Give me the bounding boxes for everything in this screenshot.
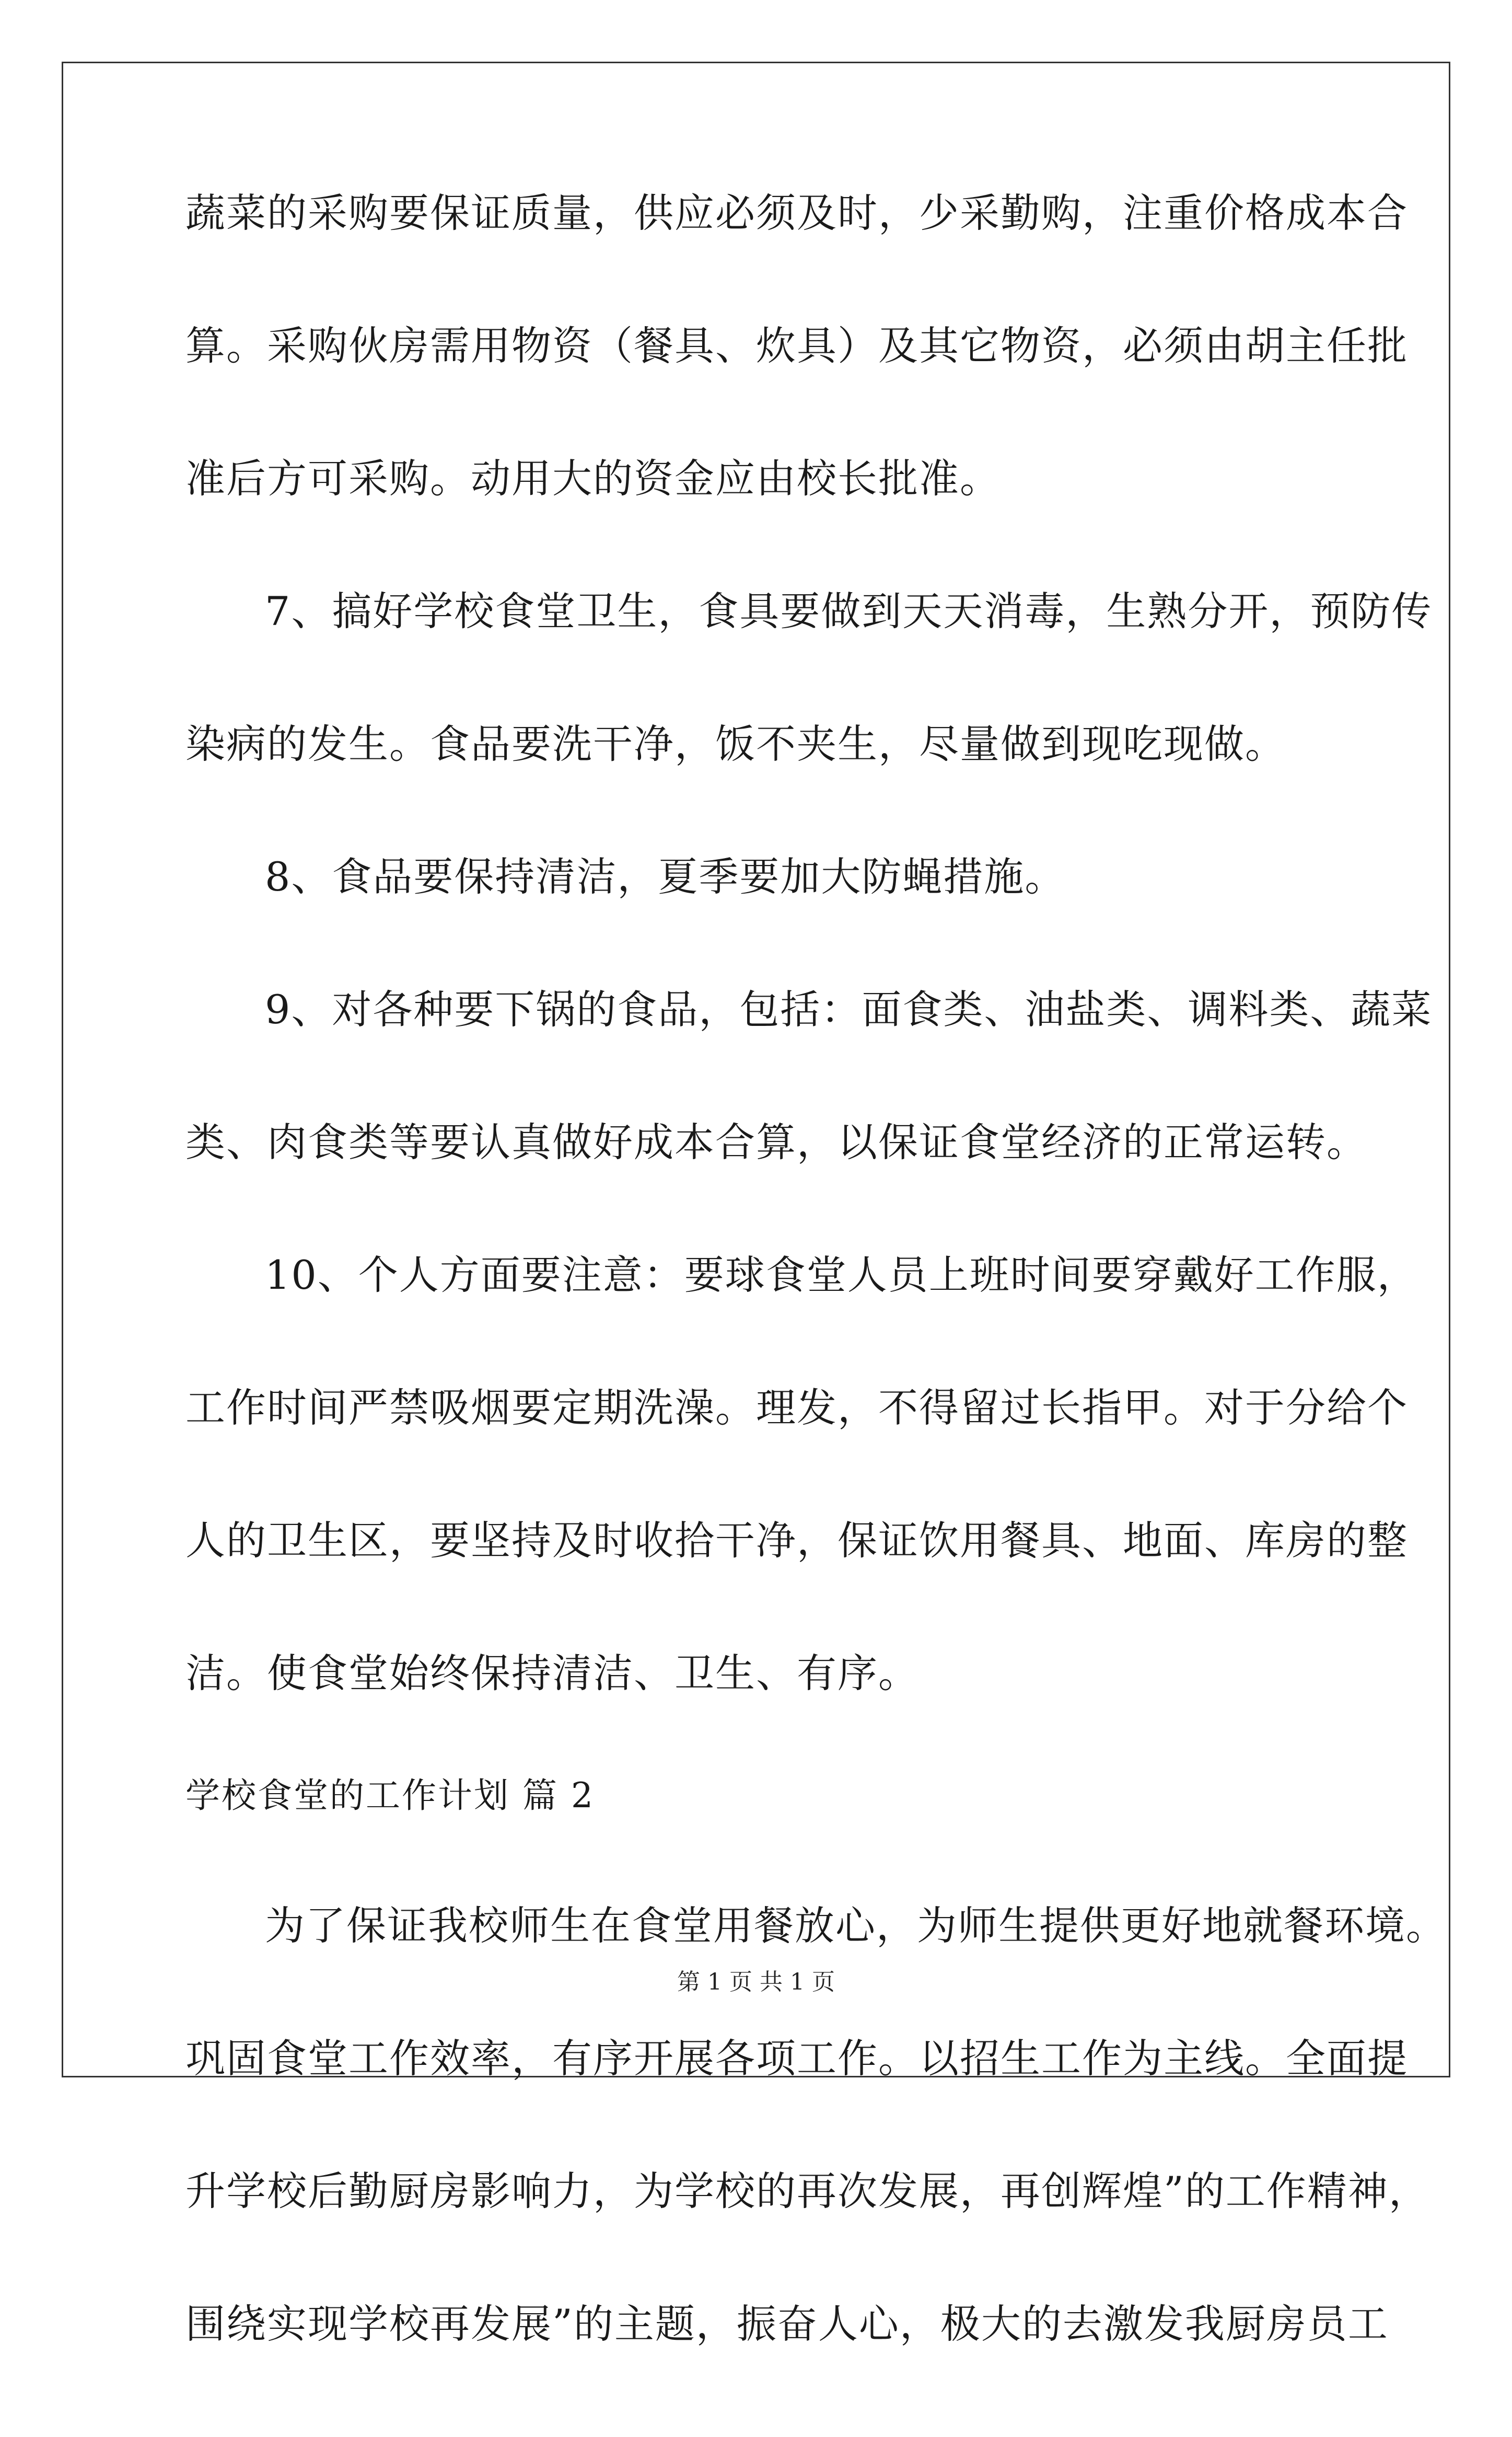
paragraph-line: 人的卫生区，要坚持及时收拾干净，保证饮用餐具、地面、库房的整 bbox=[185, 1517, 1408, 1564]
paragraph-line: 工作时间严禁吸烟要定期洗澡。理发，不得留过长指甲。对于分给个 bbox=[185, 1384, 1408, 1431]
paragraph-line: 洁。使食堂始终保持清洁、卫生、有序。 bbox=[185, 1650, 919, 1696]
paragraph-line: 10、个人方面要注意：要球食堂人员上班时间要穿戴好工作服， bbox=[265, 1252, 1418, 1298]
section-heading: 学校食堂的工作计划 篇 2 bbox=[185, 1775, 595, 1816]
paragraph-line: 围绕实现学校再发展”的主题，振奋人心，极大的去激发我厨房员工 bbox=[185, 2301, 1389, 2347]
paragraph-line: 染病的发生。食品要洗干净，饭不夹生，尽量做到现吃现做。 bbox=[185, 721, 1286, 767]
paragraph-line: 准后方可采购。动用大的资金应由校长批准。 bbox=[185, 455, 1001, 502]
paragraph-line: 9、对各种要下锅的食品，包括：面食类、油盐类、调料类、蔬菜 bbox=[265, 986, 1433, 1033]
paragraph-line: 7、搞好学校食堂卫生，食具要做到天天消毒，生熟分开，预防传 bbox=[265, 588, 1433, 634]
paragraph-line: 蔬菜的采购要保证质量，供应必须及时，少采勤购，注重价格成本合 bbox=[185, 190, 1408, 236]
paragraph-line: 8、食品要保持清洁，夏季要加大防蝇措施。 bbox=[265, 853, 1066, 900]
paragraph-line: 类、肉食类等要认真做好成本合算，以保证食堂经济的正常运转。 bbox=[185, 1119, 1367, 1165]
paragraph-line: 算。采购伙房需用物资（餐具、炊具）及其它物资，必须由胡主任批 bbox=[185, 322, 1408, 369]
paragraph-line: 巩固食堂工作效率，有序开展各项工作。以招生工作为主线。全面提 bbox=[185, 2035, 1408, 2082]
paragraph-line: 为了保证我校师生在食堂用餐放心，为师生提供更好地就餐环境。 bbox=[265, 1902, 1447, 1949]
page-number: 第 1 页 共 1 页 bbox=[677, 1969, 835, 1995]
document-body bbox=[185, 190, 1447, 2437]
paragraph-line: 升学校后勤厨房影响力，为学校的再次发展，再创辉煌”的工作精神， bbox=[185, 2168, 1429, 2214]
